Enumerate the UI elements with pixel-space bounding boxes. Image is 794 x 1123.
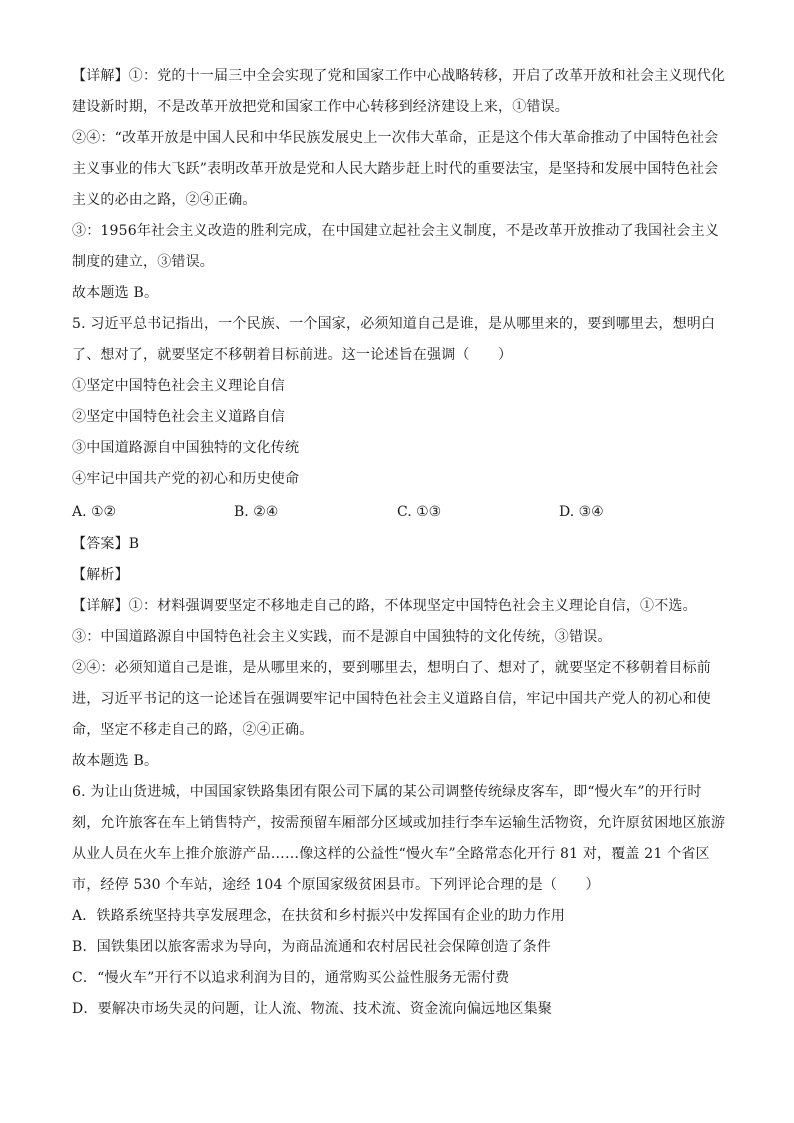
text-line: ②④：“改革开放是中国人民和中华民族发展史上一次伟大革命，正是这个伟大革命推动了中国特色社会 bbox=[72, 130, 719, 146]
option-b: B. ②④ bbox=[234, 504, 279, 520]
question-5-stem: 5. 习近平总书记指出，一个民族、一个国家，必须知道自己是谁，是从哪里来的，要到哪里去，想明白 bbox=[72, 316, 716, 332]
text-line: 【详解】①：材料强调要坚定不移地走自己的路，不体现坚定中国特色社会主义理论自信，①不选。 bbox=[72, 598, 697, 614]
text-line: 故本题选 B。 bbox=[72, 285, 159, 301]
question-5-stem: 了、想对了，就要坚定不移朝着目标前进。这一论述旨在强调（ ） bbox=[72, 347, 513, 363]
question-6-stem: 刻，允许旅客在车上销售特产，按需预留车厢部分区域或加挂行李车运输生活物资，允许原贫困地区旅游 bbox=[72, 815, 726, 831]
question-6-stem: 从业人员在火车上推介旅游产品……像这样的公益性“慢火车”全路常态化开行 81 对，覆盖 21 个省区 bbox=[72, 846, 710, 862]
text-line: 主义事业的伟大飞跃”表明改革开放是党和人民大踏步赶上时代的重要法宝，是坚持和发展中国特色社会 bbox=[72, 161, 719, 177]
option-b: B．国铁集团以旅客需求为导向，为商品流通和农村居民社会保障创造了条件 bbox=[72, 939, 552, 955]
statement-1: ①坚定中国特色社会主义理论自信 bbox=[72, 378, 285, 394]
option-c: C. ①③ bbox=[397, 504, 442, 520]
text-line: ②④：必须知道自己是谁，是从哪里来的，要到哪里去，想明白了、想对了，就要坚定不移朝着目标前 bbox=[72, 660, 711, 676]
text-line: 建设新时期，不是改革开放把党和国家工作中心转移到经济建设上来，①错误。 bbox=[72, 99, 569, 115]
text-line: ③：1956年社会主义改造的胜利完成，在中国建立起社会主义制度，不是改革开放推动了我国社会主义 bbox=[72, 223, 720, 239]
option-a: A. ①② bbox=[72, 504, 117, 520]
text-line: 制度的建立，③错误。 bbox=[72, 254, 214, 270]
option-c: C．“慢火车”开行不以追求利润为目的，通常购买公益性服务无需付费 bbox=[72, 970, 510, 986]
option-d: D．要解决市场失灵的问题，让人流、物流、技术流、资金流向偏远地区集聚 bbox=[72, 1001, 553, 1017]
text-line: 【详解】①：党的十一届三中全会实现了党和国家工作中心战略转移，开启了改革开放和社会主义现代化 bbox=[72, 68, 726, 84]
text-line: 进，习近平书记的这一论述旨在强调要牢记中国特色社会主义道路自信，牢记中国共产党人的初心和使 bbox=[72, 691, 711, 707]
option-d: D. ③④ bbox=[559, 504, 604, 520]
text-line: ③：中国道路源自中国特色社会主义实践，而不是源自中国独特的文化传统，③错误。 bbox=[72, 629, 612, 645]
text-line: 命，坚定不移走自己的路，②④正确。 bbox=[72, 722, 314, 738]
statement-2: ②坚定中国特色社会主义道路自信 bbox=[72, 409, 285, 425]
statement-4: ④牢记中国共产党的初心和历史使命 bbox=[72, 471, 300, 487]
text-line: 主义的必由之路，②④正确。 bbox=[72, 192, 257, 208]
question-6-stem: 市，经停 530 个车站，途经 104 个原国家级贫困县市。下列评论合理的是（ ） bbox=[72, 877, 600, 893]
text-line: 故本题选 B。 bbox=[72, 753, 159, 769]
answer-label: 【答案】B bbox=[72, 536, 140, 552]
analysis-label: 【解析】 bbox=[72, 567, 129, 583]
option-a: A．铁路系统坚持共享发展理念，在扶贫和乡村振兴中发挥国有企业的助力作用 bbox=[72, 908, 566, 924]
statement-3: ③中国道路源自中国独特的文化传统 bbox=[72, 440, 300, 456]
question-6-stem: 6. 为让山货进城，中国国家铁路集团有限公司下属的某公司调整传统绿皮客车，即“慢火车”的开行时 bbox=[72, 784, 702, 800]
